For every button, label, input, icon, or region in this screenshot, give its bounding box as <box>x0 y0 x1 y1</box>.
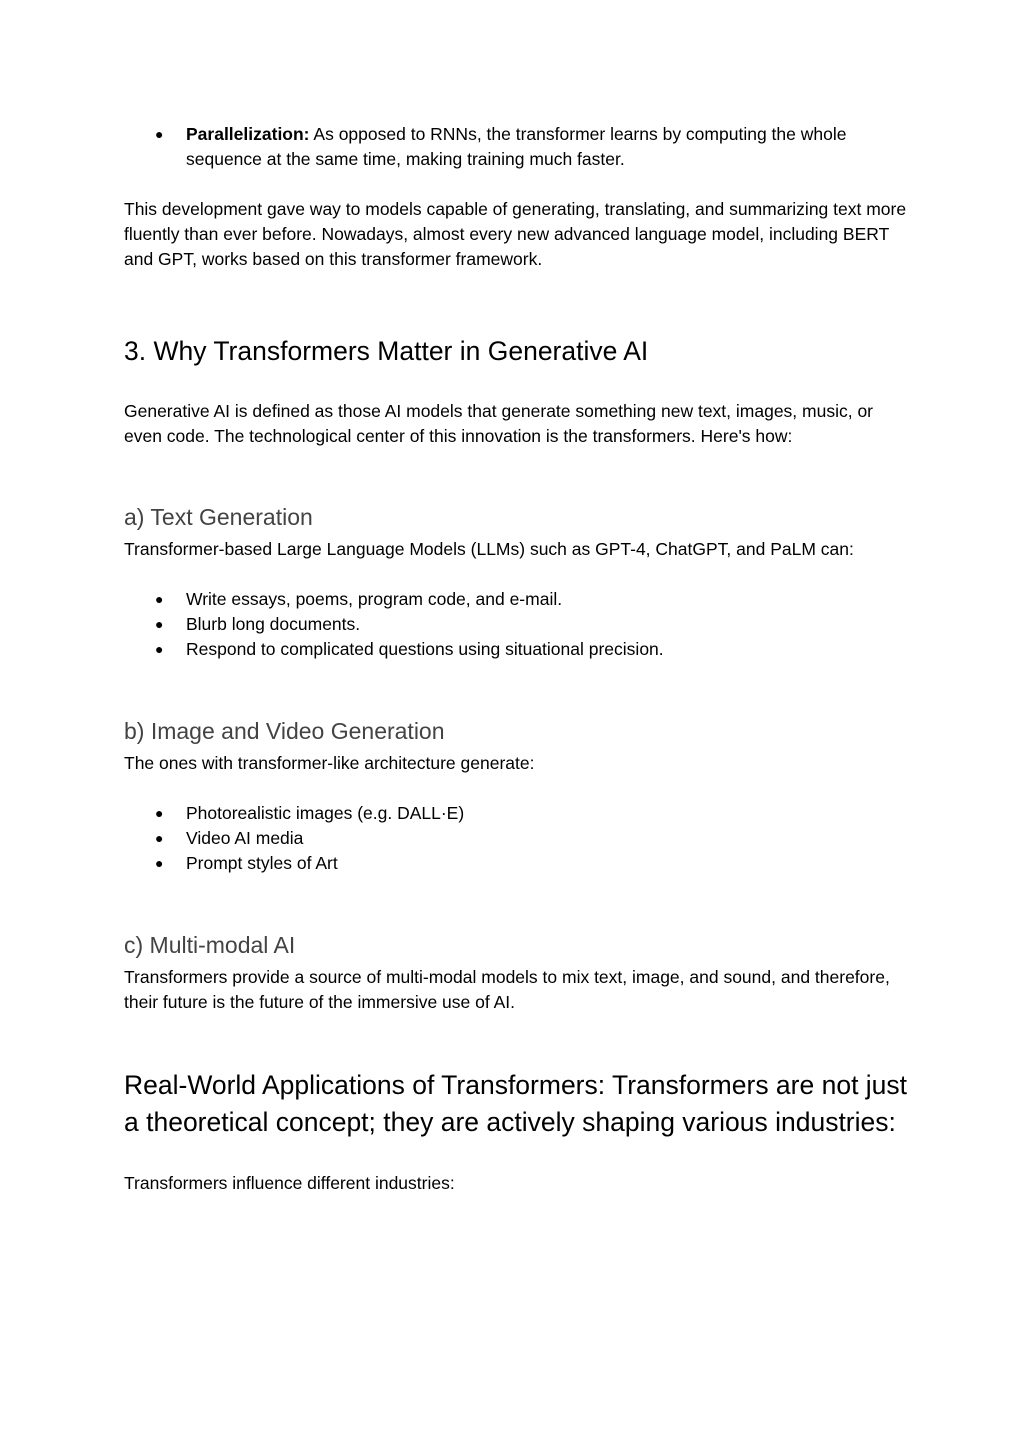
applications-heading: Real-World Applications of Transformers: Transformers are not just a theoretical concept; they are actively shaping various industries: <box>124 1070 908 1137</box>
list-item-text: Prompt styles of Art <box>186 853 338 873</box>
section-3-heading: 3. Why Transformers Matter in Generative AI <box>124 336 649 366</box>
list-item-text: Photorealistic images (e.g. DALL·E) <box>186 803 465 823</box>
bullet-icon: ● <box>155 641 164 657</box>
bullet-icon: ● <box>155 591 164 607</box>
list-item <box>124 826 914 851</box>
bullet-icon: ● <box>155 126 164 142</box>
list-item-text: Blurb long documents. <box>186 614 361 634</box>
bullet-icon: ● <box>155 830 164 846</box>
subsection-b-intro: The ones with transformer-like architecture generate: <box>124 753 535 773</box>
subsection-a-heading: a) Text Generation <box>124 504 313 530</box>
bullet-icon: ● <box>155 805 164 821</box>
bullet-icon: ● <box>155 616 164 632</box>
list-item <box>124 122 914 172</box>
subsection-a-list <box>124 587 914 662</box>
list-item-text: Write essays, poems, program code, and e-mail. <box>186 589 563 609</box>
section-3-intro: Generative AI is defined as those AI models that generate something new text, images, music, or even code. The technological center of this innovation is the transformers. Here's how: <box>124 401 874 446</box>
bullet-term: Parallelization: <box>186 124 310 144</box>
applications-intro: Transformers influence different industries: <box>124 1173 455 1193</box>
list-item <box>124 801 914 826</box>
subsection-b-list <box>124 801 914 876</box>
paragraph-development: This development gave way to models capable of generating, translating, and summarizing text more fluently than ever before. Nowadays, almost every new advanced language model, including BERT and GPT, works based on this transformer framework. <box>124 199 907 269</box>
subsection-c-intro: Transformers provide a source of multi-modal models to mix text, image, and sound, and therefore, their future is the future of the immersive use of AI. <box>124 967 890 1012</box>
subsection-a-intro: Transformer-based Large Language Models (LLMs) such as GPT-4, ChatGPT, and PaLM can: <box>124 539 854 559</box>
subsection-c-heading: c) Multi-modal AI <box>124 932 296 958</box>
list-item-text: Respond to complicated questions using situational precision. <box>186 639 664 659</box>
document-page <box>124 122 914 1196</box>
bullet-text: As opposed to RNNs, the transformer learns by computing the whole sequence at the same time, making training much faster. <box>186 124 847 169</box>
list-item <box>124 587 914 612</box>
list-item <box>124 851 914 876</box>
subsection-b-heading: b) Image and Video Generation <box>124 718 445 744</box>
bullet-icon: ● <box>155 855 164 871</box>
list-item-text: Video AI media <box>186 828 304 848</box>
list-item <box>124 637 914 662</box>
list-item <box>124 612 914 637</box>
intro-bullet-list <box>124 122 914 172</box>
